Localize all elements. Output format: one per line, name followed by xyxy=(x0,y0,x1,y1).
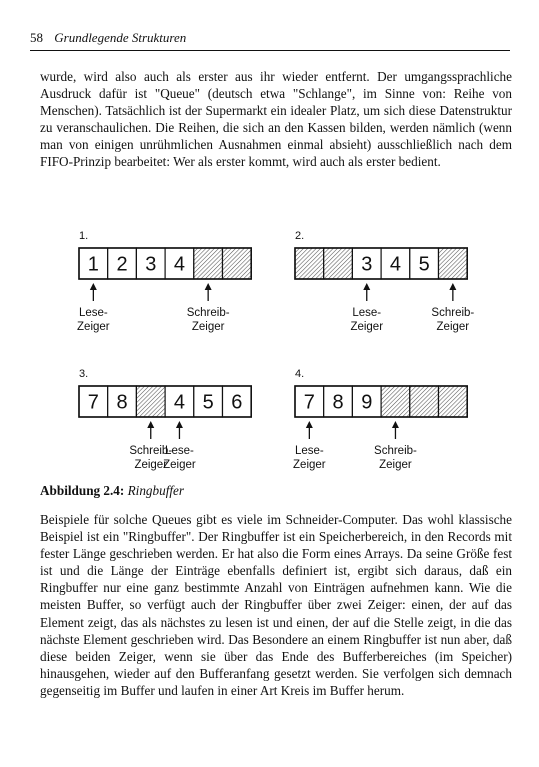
pointer-label: Lese- xyxy=(78,307,108,319)
ringbuffer-diagram-4 xyxy=(293,368,467,471)
cell-value: 4 xyxy=(389,253,402,276)
pointer-arrow xyxy=(449,283,456,301)
cell-value: 1 xyxy=(87,253,99,276)
pointer-label: Lese- xyxy=(294,445,324,457)
buffer-cells xyxy=(295,248,467,279)
ringbuffer-diagram-3 xyxy=(79,368,251,471)
pointer-label: Schreib- xyxy=(431,307,475,319)
buffer-cells xyxy=(79,248,251,279)
empty-cell xyxy=(136,386,165,417)
cell-value: 5 xyxy=(418,253,430,276)
pointer-label: Zeiger xyxy=(77,321,110,333)
pointer-label: Zeiger xyxy=(379,459,412,471)
empty-cell xyxy=(223,248,252,279)
empty-cell xyxy=(439,248,468,279)
pointer-label: Lese- xyxy=(165,445,194,457)
pointer-label: Schreib- xyxy=(374,445,417,457)
empty-cell xyxy=(324,248,353,279)
empty-cell xyxy=(295,248,324,279)
empty-cell xyxy=(381,386,410,417)
pointer-arrow xyxy=(90,283,97,301)
pointer-label: Zeiger xyxy=(436,321,470,333)
cell-value: 6 xyxy=(231,391,243,414)
caption-label: Abbildung 2.4: xyxy=(40,483,125,498)
page-number: 58 xyxy=(30,30,43,45)
cell-value: 4 xyxy=(173,253,186,276)
pointer-label: Lese- xyxy=(352,307,382,319)
cell-value: 3 xyxy=(361,253,373,276)
cell-value: 7 xyxy=(87,391,99,414)
pointer-arrow xyxy=(363,283,370,301)
pointer-label: Zeiger xyxy=(134,459,168,471)
buffer-cells xyxy=(79,386,251,417)
body-paragraph-1: wurde, wird also auch als erster aus ihr wieder entfernt. Der umgangssprachliche Ausdruck dafür ist "Queue" (deutsch etwa "Schlange", im Sinne von: Reihe von Menschen). Tatsächlich ist der Supermarkt ein idealer Platz, um sich diese Datenstruktur zu veranschaulichen. Die Reihen, die sich an den Kassen bilden, werden nämlich (wenn man von einigen unrühmlichen Ausnahmen einmal absieht) ausschließlich nach dem FIFO-Prinzip bearbeitet: Wer als erster kommt, wird auch als erster bedient. xyxy=(40,69,512,170)
pointer-label: Zeiger xyxy=(163,459,196,471)
pointer-label: Schreib- xyxy=(129,445,173,457)
empty-cell xyxy=(194,248,223,279)
ringbuffer-diagram-1 xyxy=(77,230,251,333)
pointer-label: Zeiger xyxy=(191,321,225,333)
diagram-label: 4. xyxy=(295,368,305,380)
empty-cell xyxy=(439,386,468,417)
cell-value: 4 xyxy=(173,391,186,414)
pointer-label: Zeiger xyxy=(293,459,326,471)
running-title: Grundlegende Strukturen xyxy=(54,30,187,45)
cell-value: 5 xyxy=(202,391,214,414)
cell-value: 7 xyxy=(303,391,315,414)
buffer-cells xyxy=(295,386,467,417)
diagram-label: 3. xyxy=(79,368,89,380)
pointer-label: Zeiger xyxy=(350,321,384,333)
cell-value: 2 xyxy=(116,253,128,276)
pointer-arrow xyxy=(147,421,154,439)
empty-cell xyxy=(410,386,439,417)
pointer-arrow xyxy=(205,283,212,301)
caption-text: Ringbuffer xyxy=(127,483,185,498)
diagram-label: 2. xyxy=(295,230,305,242)
body-paragraph-2: Beispiele für solche Queues gibt es viele im Schneider-Computer. Das wohl klassische Beispiel ist ein "Ringbuffer". Der Ringbuffer ist ein Speicherbereich, in den Records mit fester Länge geschrieben werden. Er hat also die Form eines Arrays. Da seine Größe fest ist und die Länge der Einträge ebenfalls definiert ist, ergibt sich daraus, daß ein Ringbuffer nur eine ganz bestimmte Anzahl von Einträgen aufnehmen kann. Wie die meisten Buffer, so verfügt auch der Ringbuffer über zwei Zeiger: einen, der auf das Element zeigt, das als nächstes zu lesen ist und einen, der auf die Stelle zeigt, in die das nächste Element geschrieben wird. Das Besondere an einem Ringbuffer ist nun aber, daß diese beiden Zeiger, wenn sie über das Ende des Bufferbereiches (im Speicher) hinausgehen, wieder auf den Bufferanfang gesetzt werden. Sie verfolgen sich demnach gegenseitig im Buffer und laufen in einer Art Kreis im Buffer herum. xyxy=(40,512,512,698)
cell-value: 8 xyxy=(116,391,128,414)
cell-value: 3 xyxy=(145,253,157,276)
ringbuffer-diagram-2 xyxy=(295,230,474,333)
pointer-arrow xyxy=(392,421,399,439)
pointer-arrow xyxy=(306,421,313,439)
diagram-label: 1. xyxy=(79,230,89,242)
pointer-label: Schreib- xyxy=(186,307,230,319)
cell-value: 9 xyxy=(361,391,373,414)
pointer-arrow xyxy=(176,421,183,439)
figure-caption xyxy=(40,482,184,499)
cell-value: 8 xyxy=(332,391,344,414)
